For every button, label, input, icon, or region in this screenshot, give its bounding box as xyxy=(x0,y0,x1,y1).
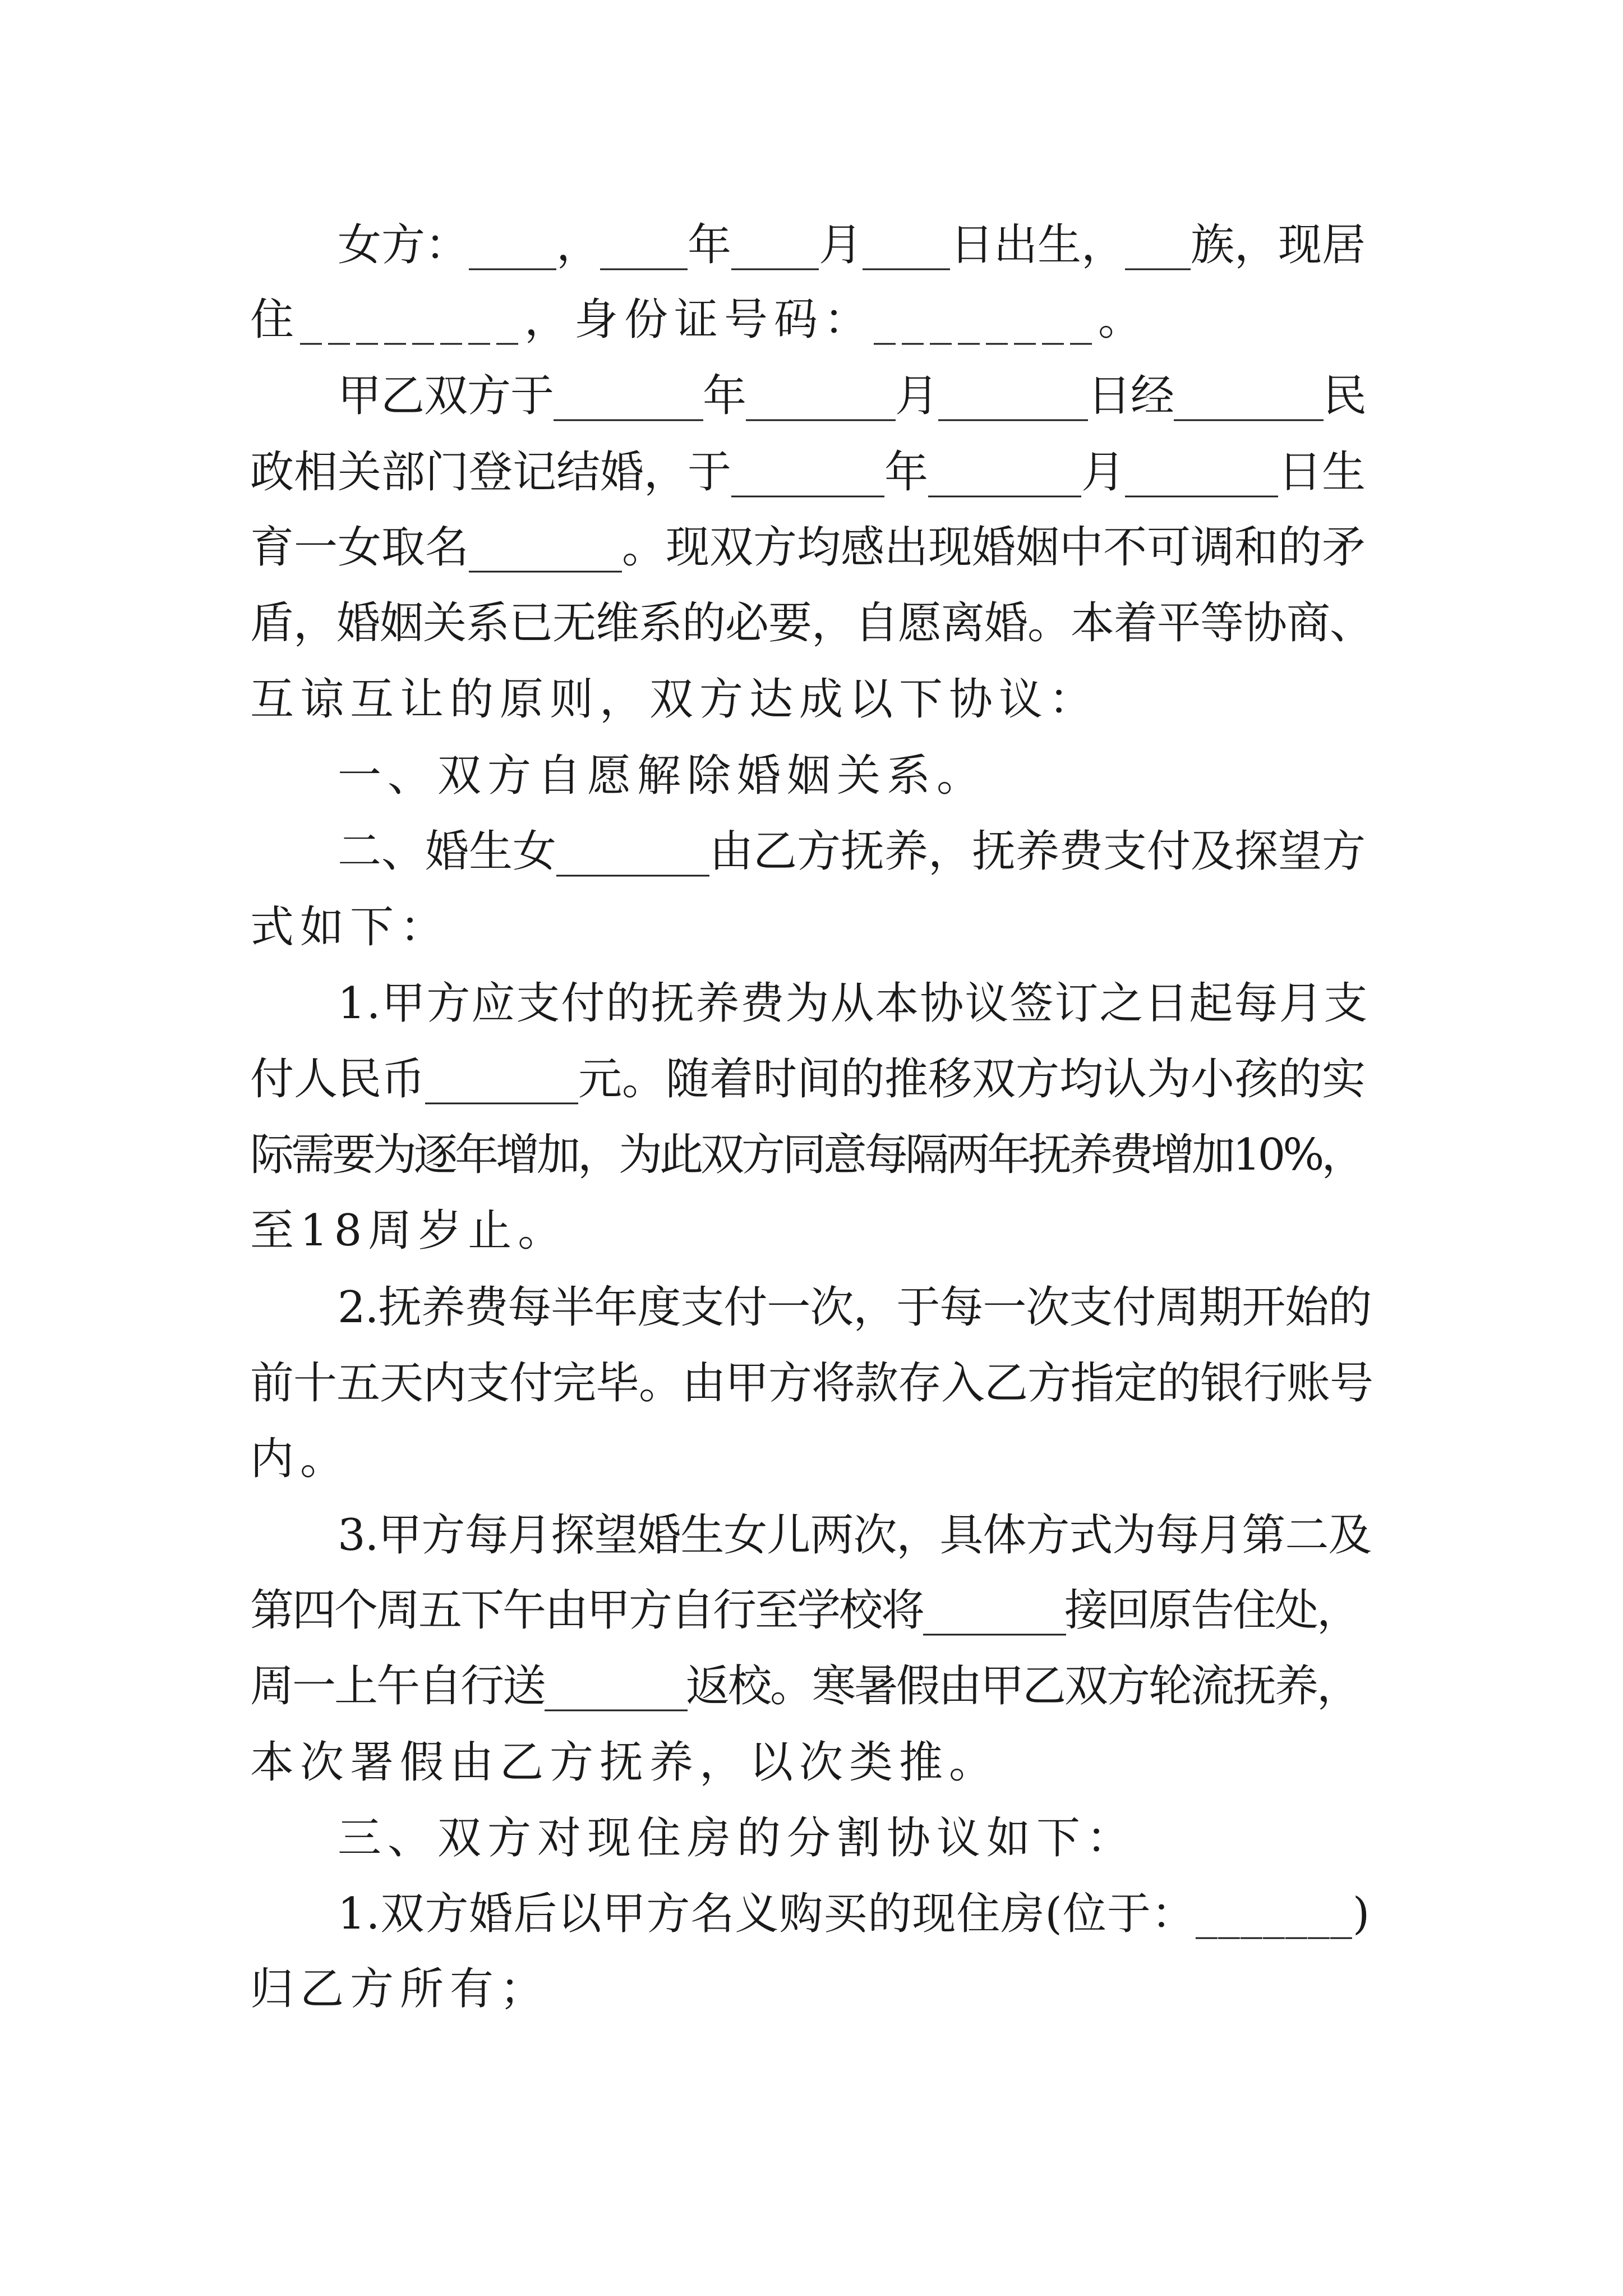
paragraph-line: 二、婚生女_______由乙方抚养，抚养费支付及探望方 xyxy=(338,826,1366,877)
paragraph-line: 周一上午自行送_______返校。寒暑假由甲乙双方轮流抚养， xyxy=(250,1661,1359,1711)
paragraph-line: 3.甲方每月探望婚生女儿两次，具体方式为每月第二及 xyxy=(338,1510,1372,1561)
paragraph-line: 2.抚养费每半年度支付一次，于每一次支付周期开始的 xyxy=(338,1282,1372,1333)
paragraph-line: 政相关部门登记结婚，于_______年_______月_______日生 xyxy=(250,447,1366,498)
paragraph-line: 前十五天内支付完毕。由甲方将款存入乙方指定的银行账号 xyxy=(250,1358,1373,1409)
paragraph-line: 育一女取名_______。现双方均感出现婚姻中不可调和的矛 xyxy=(250,522,1366,573)
paragraph-line: 甲乙双方于_______年_______月_______日经_______民 xyxy=(338,371,1367,421)
paragraph-line: 住________，身份证号码：________。 xyxy=(250,295,1149,345)
paragraph-line: 1.甲方应支付的抚养费为从本协议签订之日起每月支 xyxy=(338,978,1369,1029)
paragraph-line: 式如下： xyxy=(250,902,450,953)
paragraph-line: 本次署假由乙方抚养，以次类推。 xyxy=(250,1737,999,1788)
paragraph-line: 女方：____，____年____月____日出生，___族，现居 xyxy=(338,220,1366,270)
paragraph-line: 至18周岁止。 xyxy=(250,1205,568,1256)
paragraph-line: 盾，婚姻关系已无维系的必要，自愿离婚。本着平等协商、 xyxy=(250,598,1373,648)
paragraph-line: 归乙方所有； xyxy=(250,1964,550,2014)
paragraph-line: 际需要为逐年增加，为此双方同意每隔两年抚养费增加10%， xyxy=(250,1130,1363,1180)
paragraph-line: 内。 xyxy=(250,1434,351,1484)
paragraph-line: 互谅互让的原则，双方达成以下协议： xyxy=(250,674,1099,725)
paragraph-line: 一、双方自愿解除婚姻关系。 xyxy=(338,751,987,801)
paragraph-line: 第四个周五下午由甲方自行至学校将_______接回原告住处， xyxy=(250,1585,1359,1636)
paragraph-line: 付人民币_______元。随着时间的推移双方均认为小孩的实 xyxy=(250,1054,1366,1105)
paragraph-line: 三、双方对现住房的分割协议如下： xyxy=(338,1813,1137,1864)
paragraph-line: 1.双方婚后以甲方名义购买的现住房(位于：_______) xyxy=(338,1889,1371,1939)
